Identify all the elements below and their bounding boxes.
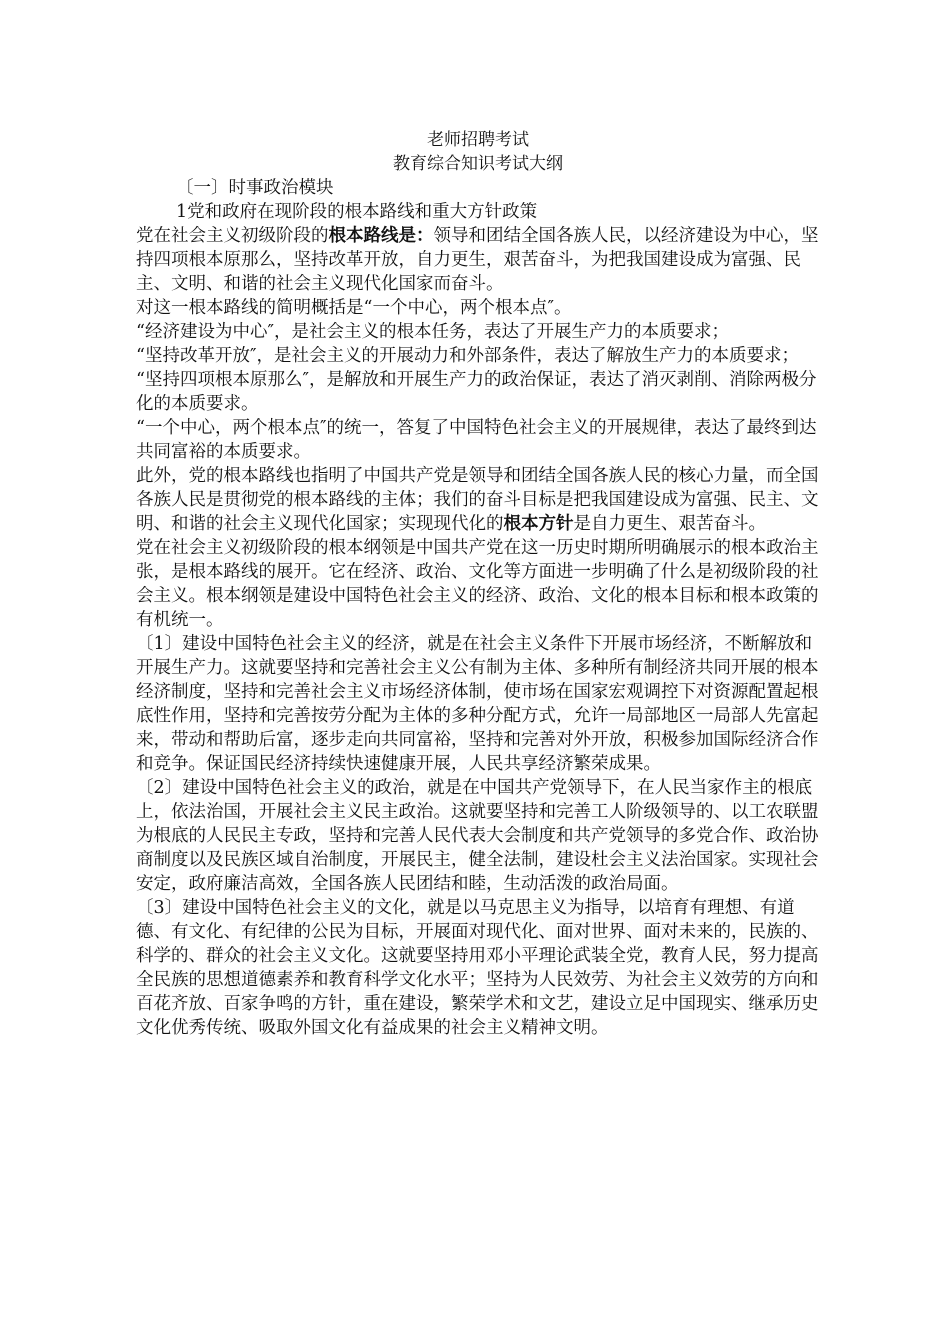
paragraph-text: 领导和团结全国各族人民，以经济建设为中心，坚持四项根本原那么，坚持改革开放，自力更生，艰苦奋斗，为把我国建设成为富强、民主、文明、和谐的社会主义现代化国家而奋斗。 <box>136 226 819 294</box>
bold-term: 根本方针 <box>503 514 574 534</box>
paragraph-reform-opening: “坚持改革开放″，是社会主义的开展动力和外部条件，表达了解放生产力的本质要求； <box>136 346 799 366</box>
paragraph-text: 党在社会主义初级阶段的 <box>136 226 329 246</box>
paragraph-text: 是自力更生、艰苦奋斗。 <box>573 514 766 534</box>
paragraph-economy: 〔1〕建设中国特色社会主义的经济，就是在社会主义条件下开展市场经济，不断解放和开展生产力。这就要坚持和完善社会主义公有制为主体、多种所有制经济共同开展的根本经济制度，坚持和完善社会主义市场经济体制，使市场在国家宏观调控下对资源配置起根底性作用，坚持和完善按劳分配为主体的多种分配方式，允许一局部地区一局部人先富起来，带动和帮助后富，逐步走向共同富裕，坚持和完善对外开放，积极参加国际经济合作和竞争。保证国民经济持续快速健康开展，人民共享经济繁荣成果。 <box>136 634 819 774</box>
section-heading: 〔一〕时事政治模块 <box>176 178 334 198</box>
subsection-heading: 1党和政府在现阶段的根本路线和重大方针政策 <box>176 202 538 222</box>
paragraph-economic-center: “经济建设为中心″，是社会主义的根本任务，表达了开展生产力的本质要求； <box>136 322 729 342</box>
paragraph-basic-policy <box>136 464 820 536</box>
paragraph-text: 此外，党的根本路线也指明了中国共产党是领导和团结全国各族人民的核心力量，而全国各族人民是贯彻党的根本路线的主体；我们的奋斗目标是把我国建设成为富强、民主、文明、和谐的社会主义现代化国家；实现现代化的 <box>136 466 819 534</box>
paragraph-unity: “一个中心，两个根本点″的统一，答复了中国特色社会主义的开展规律，表达了最终到达共同富裕的本质要求。 <box>136 418 817 462</box>
paragraph-basic-line <box>136 224 820 296</box>
paragraph-politics: 〔2〕建设中国特色社会主义的政治，就是在中国共产党领导下，在人民当家作主的根底上，依法治国，开展社会主义民主政治。这就要坚持和完善工人阶级领导的、以工农联盟为根底的人民民主专政，坚持和完善人民代表大会制度和共产党领导的多党合作、政治协商制度以及民族区域自治制度，开展民主，健全法制，建设杜会主义法治国家。实现社会安定，政府廉洁高效，全国各族人民团结和睦，生动活泼的政治局面。 <box>136 778 819 894</box>
paragraph-four-principles: “坚持四项根本原那么″，是解放和开展生产力的政治保证，表达了消灭剥削、消除两极分化的本质要求。 <box>136 370 817 414</box>
bold-term: 根本路线是： <box>328 226 434 246</box>
paragraph-basic-program: 党在社会主义初级阶段的根本纲领是中国共产党在这一历史时期所明确展示的根本政治主张，是根本路线的展开。它在经济、政治、文化等方面进一步明确了什么是初级阶段的社会主义。根本纲领是建设中国特色社会主义的经济、政治、文化的根本目标和根本政策的有机统一。 <box>136 538 819 630</box>
paragraph-summary: 对这一根本路线的简明概括是“一个中心，两个根本点″。 <box>136 298 572 318</box>
document-subtitle: 教育综合知识考试大纲 <box>393 154 563 174</box>
paragraph-culture: 〔3〕建设中国特色社会主义的文化，就是以马克思主义为指导，以培育有理想、有道德、有文化、有纪律的公民为目标，开展面对现代化、面对世界、面对未来的，民族的、科学的、群众的社会主义文化。这就要坚持用邓小平理论武装全党，教育人民，努力提高全民族的思想道德素养和教育科学文化水平；坚持为人民效劳、为社会主义效劳的方向和百花齐放、百家争鸣的方针，重在建设，繁荣学术和文艺，建设立足中国现实、继承历史文化优秀传统、吸取外国文化有益成果的社会主义精神文明。 <box>136 898 819 1038</box>
document-page <box>136 128 820 1040</box>
document-title: 老师招聘考试 <box>427 130 529 150</box>
